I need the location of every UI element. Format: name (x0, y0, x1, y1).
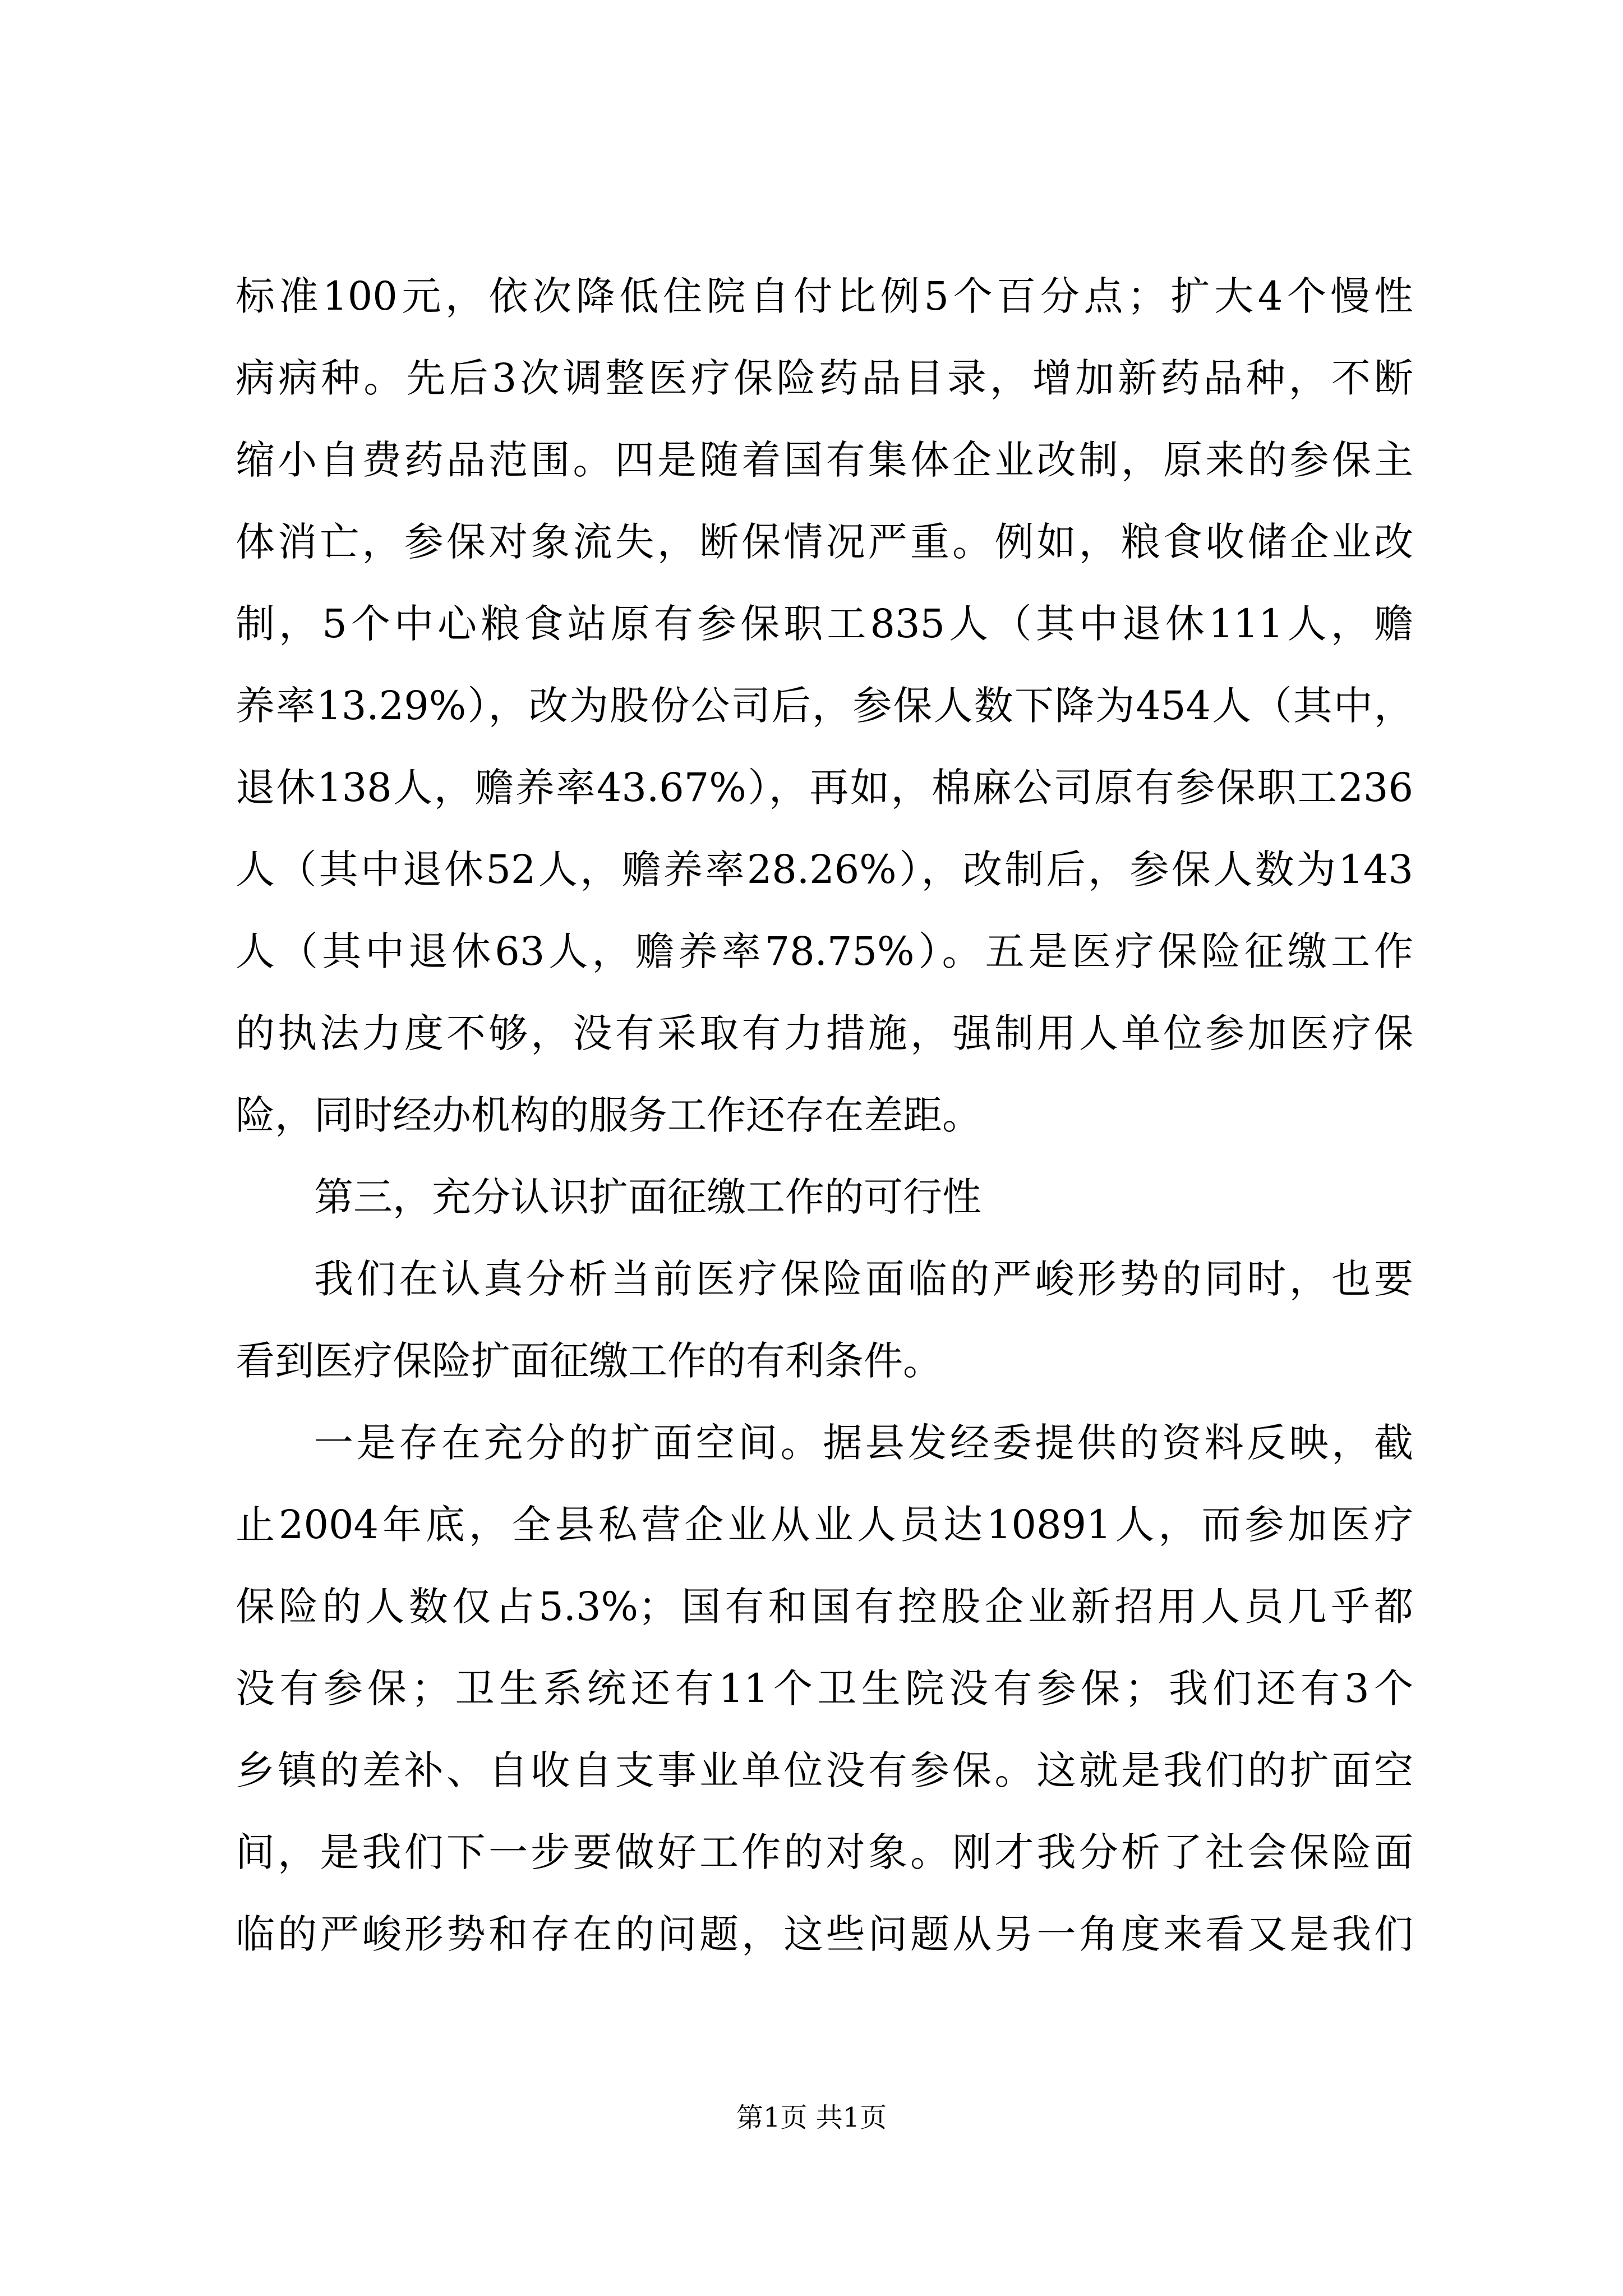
text-line: 退休138人，赡养率43.67%），再如，棉麻公司原有参保职工236 (236, 765, 1413, 811)
text-line: 人（其中退休52人，赡养率28.26%），改制后，参保人数为143 (236, 846, 1413, 892)
text-line: 标准100元，依次降低住院自付比例5个百分点；扩大4个慢性 (236, 273, 1413, 319)
text-line: 缩小自费药品范围。四是随着国有集体企业改制，原来的参保主 (236, 437, 1413, 483)
page-number-footer: 第1页 共1页 (736, 2102, 887, 2133)
text-line: 的执法力度不够，没有采取有力措施，强制用人单位参加医疗保 (236, 1010, 1413, 1056)
text-line: 间，是我们下一步要做好工作的对象。刚才我分析了社会保险面 (236, 1829, 1413, 1875)
text-line: 体消亡，参保对象流失，断保情况严重。例如，粮食收储企业改 (236, 519, 1413, 565)
section-heading: 第三，充分认识扩面征缴工作的可行性 (314, 1174, 981, 1220)
text-line: 没有参保；卫生系统还有11个卫生院没有参保；我们还有3个 (236, 1665, 1413, 1711)
text-line: 我们在认真分析当前医疗保险面临的严峻形势的同时，也要 (314, 1256, 1413, 1302)
text-line: 一是存在充分的扩面空间。据县发经委提供的资料反映，截 (314, 1420, 1413, 1466)
text-line: 临的严峻形势和存在的问题，这些问题从另一角度来看又是我们 (236, 1911, 1413, 1957)
text-line: 养率13.29%），改为股份公司后，参保人数下降为454人（其中， (236, 683, 1413, 729)
text-line: 人（其中退休63人，赡养率78.75%）。五是医疗保险征缴工作 (236, 928, 1413, 974)
text-line: 制，5个中心粮食站原有参保职工835人（其中退休111人，赡 (236, 601, 1413, 647)
text-line: 险，同时经办机构的服务工作还存在差距。 (236, 1092, 981, 1138)
text-line: 止2004年底，全县私营企业从业人员达10891人，而参加医疗 (236, 1502, 1413, 1548)
text-line: 乡镇的差补、自收自支事业单位没有参保。这就是我们的扩面空 (236, 1747, 1413, 1793)
text-line: 看到医疗保险扩面征缴工作的有利条件。 (236, 1338, 942, 1384)
text-line: 病病种。先后3次调整医疗保险药品目录，增加新药品种，不断 (236, 355, 1413, 401)
document-body (236, 255, 1413, 1975)
text-line: 保险的人数仅占5.3%；国有和国有控股企业新招用人员几乎都 (236, 1584, 1413, 1630)
